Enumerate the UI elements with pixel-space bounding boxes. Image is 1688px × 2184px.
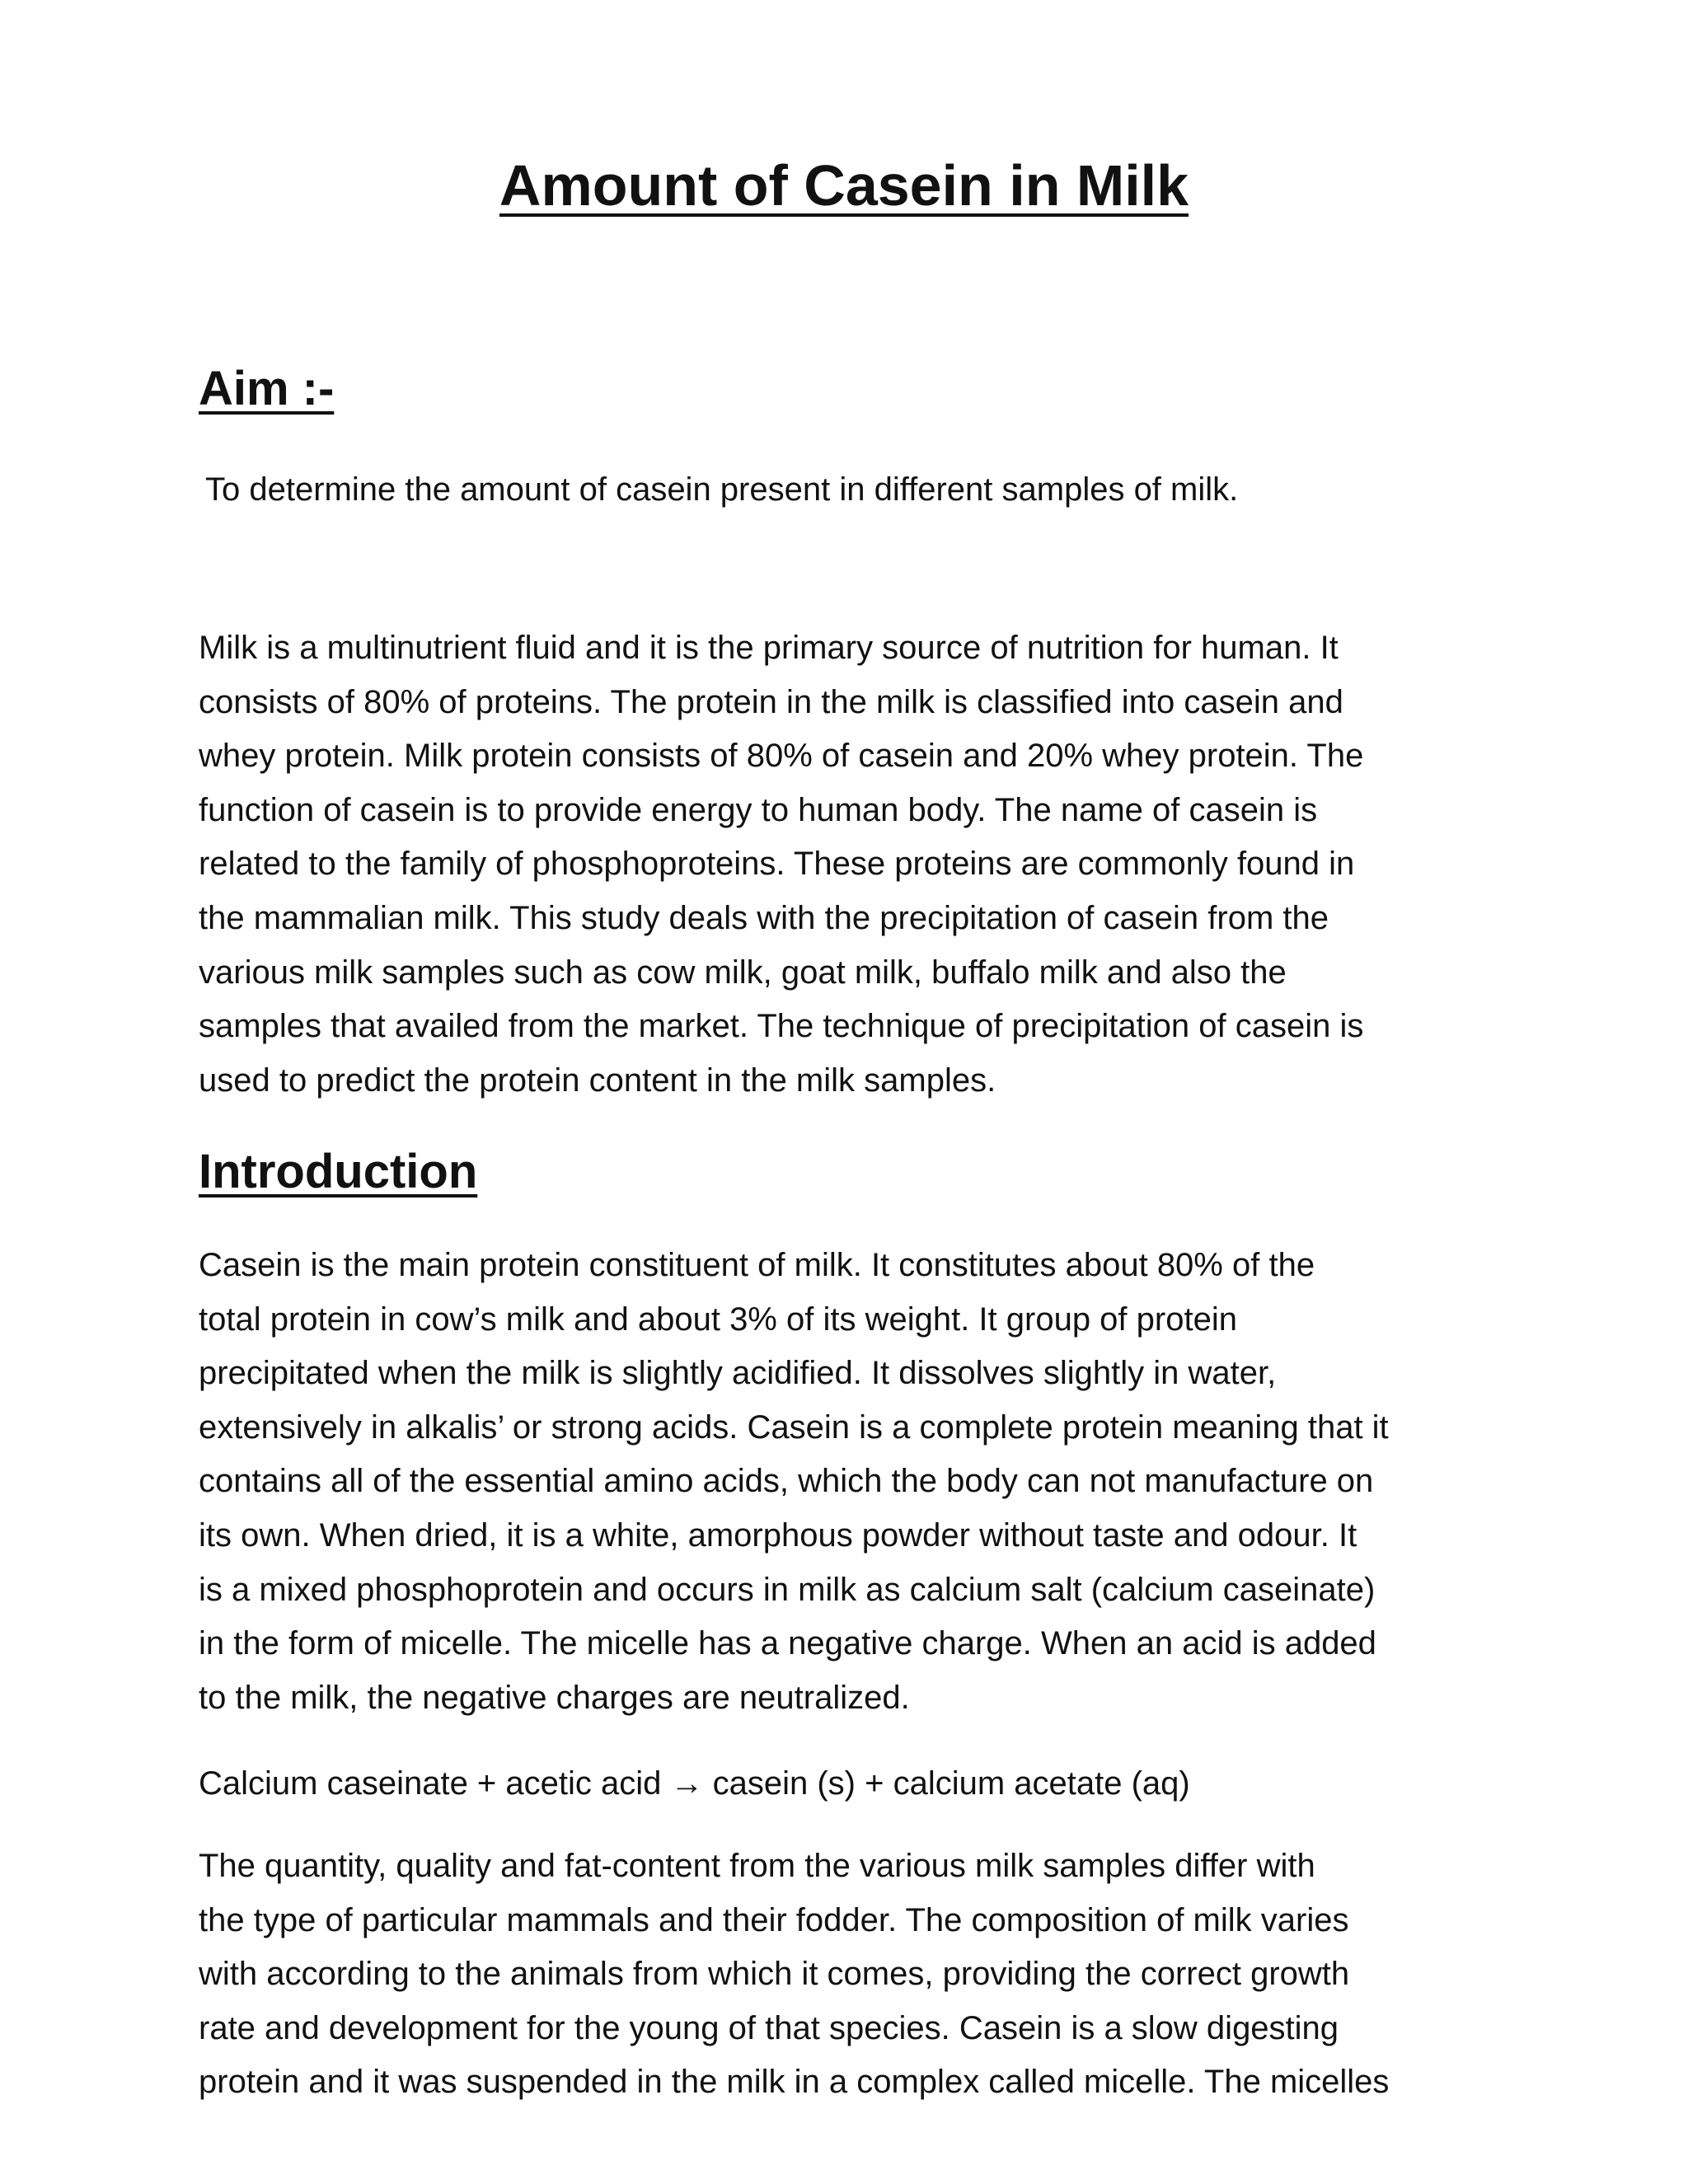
intro-line: contains all of the essential amino acids, which the body can not manufacture on bbox=[199, 1463, 1374, 1500]
abstract-line: whey protein. Milk protein consists of 80% of casein and 20% whey protein. The bbox=[199, 738, 1364, 775]
composition-line: rate and development for the young of that species. Casein is a slow digesting bbox=[199, 2009, 1339, 2046]
introduction-heading: Introduction bbox=[199, 1145, 478, 1198]
abstract-line: samples that availed from the market. The technique of precipitation of casein is bbox=[199, 1008, 1364, 1045]
abstract-line: the mammalian milk. This study deals with the precipitation of casein from the bbox=[199, 899, 1329, 936]
intro-line: Casein is the main protein constituent of milk. It constitutes about 80% of the bbox=[199, 1247, 1315, 1283]
aim-heading: Aim :- bbox=[199, 362, 335, 415]
intro-line: its own. When dried, it is a white, amorphous powder without taste and odour. It bbox=[199, 1516, 1357, 1554]
abstract-line: used to predict the protein content in the milk samples. bbox=[199, 1062, 996, 1099]
abstract-line: consists of 80% of proteins. The protein in the milk is classified into casein and bbox=[199, 683, 1343, 720]
introduction-paragraph bbox=[199, 1239, 1484, 1725]
composition-line: the type of particular mammals and their fodder. The composition of milk varies bbox=[199, 1901, 1349, 1938]
intro-line: in the form of micelle. The micelle has a negative charge. When an acid is added bbox=[199, 1625, 1376, 1662]
intro-line: is a mixed phosphoprotein and occurs in milk as calcium salt (calcium caseinate) bbox=[199, 1571, 1376, 1608]
abstract-line: related to the family of phosphoproteins. These proteins are commonly found in bbox=[199, 846, 1355, 883]
chemical-equation: Calcium caseinate + acetic acid → casein (s) + calcium acetate (aq) bbox=[199, 1765, 1190, 1802]
intro-line: precipitated when the milk is slightly acidified. It dissolves slightly in water, bbox=[199, 1355, 1277, 1392]
intro-line: extensively in alkalis’ or strong acids. Casein is a complete protein meaning that it bbox=[199, 1408, 1389, 1446]
aim-text: To determine the amount of casein present in different samples of milk. bbox=[205, 471, 1239, 508]
document-title-text: Amount of Casein in Milk bbox=[499, 153, 1189, 218]
intro-line: total protein in cow’s milk and about 3% of its weight. It group of protein bbox=[199, 1301, 1237, 1338]
composition-line: The quantity, quality and fat-content from the various milk samples differ with bbox=[199, 1848, 1315, 1884]
abstract-line: function of casein is to provide energy to human body. The name of casein is bbox=[199, 791, 1318, 828]
intro-line: to the milk, the negative charges are neutralized. bbox=[199, 1679, 910, 1716]
abstract-line: Milk is a multinutrient fluid and it is the primary source of nutrition for human. It bbox=[199, 630, 1339, 666]
document-title bbox=[0, 148, 1688, 223]
composition-paragraph bbox=[199, 1840, 1484, 2110]
abstract-line: various milk samples such as cow milk, goat milk, buffalo milk and also the bbox=[199, 954, 1287, 991]
composition-line: protein and it was suspended in the milk in a complex called micelle. The micelles bbox=[199, 2064, 1390, 2101]
composition-line: with according to the animals from which it comes, providing the correct growth bbox=[199, 1956, 1350, 1993]
abstract-paragraph bbox=[199, 621, 1484, 1108]
